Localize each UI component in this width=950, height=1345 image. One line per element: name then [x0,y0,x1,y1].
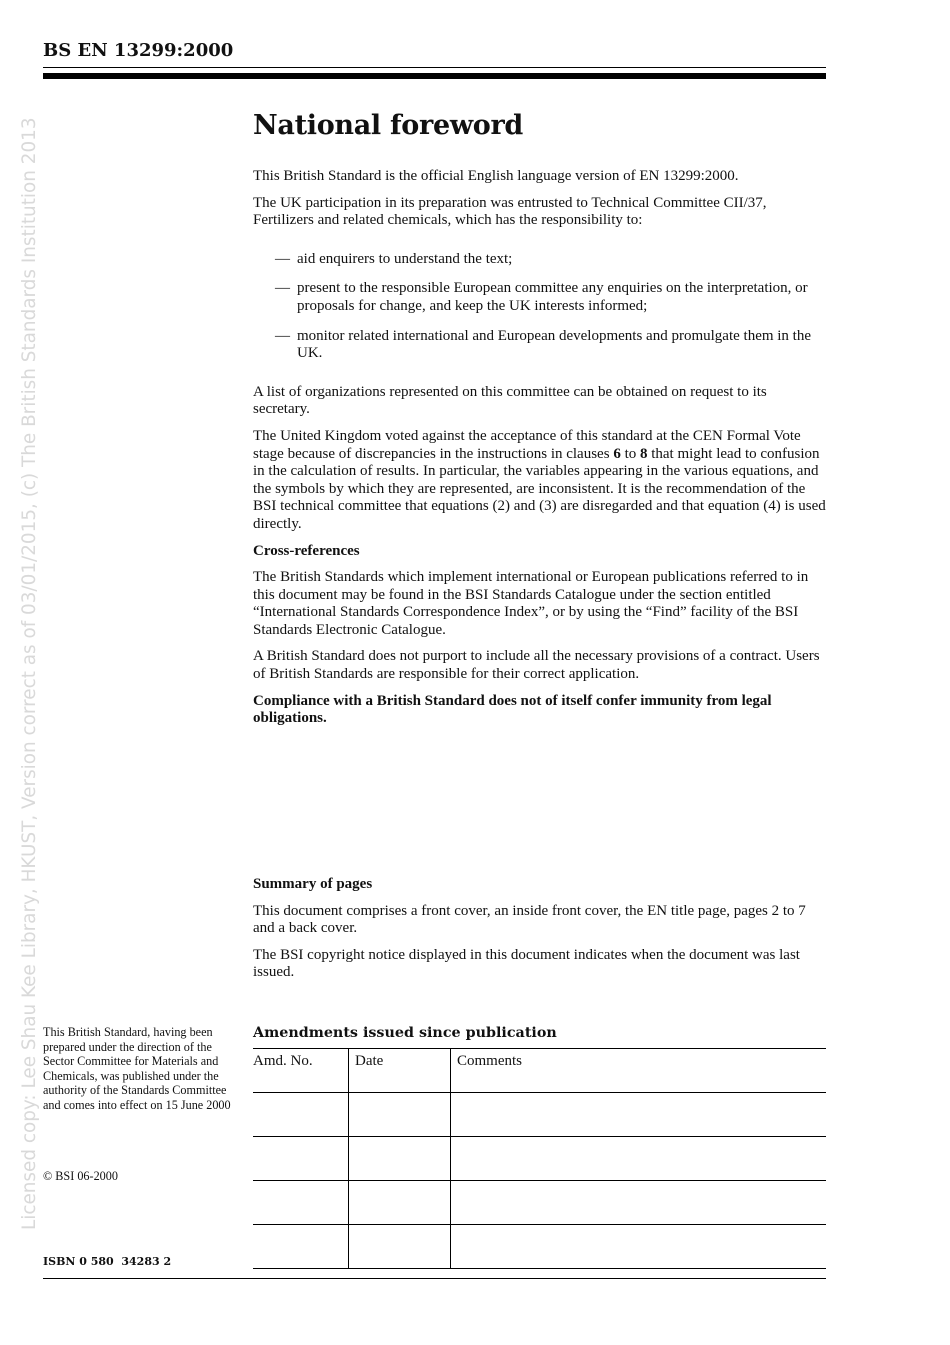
cross-references-heading: Cross-references [253,542,360,559]
list-dash: — [275,250,290,267]
table-row [253,1225,826,1269]
table-cell [253,1137,349,1181]
cross-references-paragraph: The British Standards which implement international or European publications referred to in this document may be found in the BSI Standards Catalogue under the section entitled “International Standards Correspondence Index”, or by using the “Find” facility of the BSI Standards Electronic Catalogue. [253,569,809,638]
vote-text-3: that might lead to confusion in the calculation of results. In particular, the variables appearing in the various equations, and the symbols by which they are represented, are inconsistent. It is the recommendation of the BSI technical committee that equations (2) and (3) are disregarded and that equation (4) is used directly. [253,445,826,532]
list-item-text: aid enquirers to understand the text; [297,250,513,267]
intro-paragraph: This British Standard is the official English language version of EN 13299:2000. [253,168,739,184]
summary-paragraph: This document comprises a front cover, an inside front cover, the EN title page, pages 2 to 7 and a back cover. [253,902,806,937]
list-item-text: present to the responsible European committee any enquiries on the interpretation, or proposals for change, and keep the UK interests informed; [297,280,808,314]
table-row [253,1137,826,1181]
summary-heading: Summary of pages [253,876,373,892]
amendments-title: Amendments issued since publication [253,1025,557,1041]
amendments-table [253,1048,826,1269]
clause-ref: 8 [639,445,648,462]
table-cell [349,1137,451,1181]
vote-text-1: The United Kingdom voted against the acceptance of this standard at the CEN Formal Vote stage because of discrepancies in the instructions in clauses [253,427,801,462]
contract-paragraph: A British Standard does not purport to include all the necessary provisions of a contract. Users of British Standards are responsible for their correct application. [253,648,820,683]
copyright-line: © BSI 06-2000 [43,1169,118,1183]
table-cell [349,1181,451,1225]
table-cell [451,1093,827,1137]
table-row [253,1093,826,1137]
responsibility-list [253,251,826,363]
table-cell [349,1093,451,1137]
column-header-amd-no: Amd. No. [253,1049,349,1093]
header-rule-thick [43,73,826,79]
table-cell [451,1225,827,1269]
table-header-row [253,1049,826,1093]
table-row [253,1181,826,1225]
table-cell [451,1137,827,1181]
clause-ref: 6 [613,445,621,462]
compliance-paragraph: Compliance with a British Standard does not of itself confer immunity from legal obligations. [253,692,772,727]
participation-paragraph: The UK participation in its preparation was entrusted to Technical Committee CII/37, Fertilizers and related chemicals, which has the responsibility to: [253,194,767,229]
copyright-notice-paragraph: The BSI copyright notice displayed in this document indicates when the document was last issued. [253,946,800,981]
page-title: National foreword [253,110,523,141]
column-header-comments: Comments [451,1049,827,1093]
organizations-paragraph: A list of organizations represented on this committee can be obtained on request to its secretary. [253,383,767,418]
table-cell [349,1225,451,1269]
list-item [253,251,826,269]
standard-number: BS EN 13299:2000 [43,40,234,61]
isbn: ISBN 0 580 34283 2 [43,1255,172,1268]
license-watermark: Licensed copy: Lee Shau Kee Library, HKUST, Version correct as of 03/01/2015, (c) The British Standards Institution 2013 [19,117,40,1230]
list-item [253,280,826,315]
footer-rule [43,1278,826,1279]
list-item [253,328,826,363]
vote-text-2: to [620,445,640,462]
national-foreword-section [253,104,826,737]
vote-paragraph [253,428,826,534]
list-dash: — [275,327,290,344]
table-cell [253,1181,349,1225]
table-cell [253,1093,349,1137]
summary-section [253,876,826,991]
header-rule-thin [43,67,826,68]
publication-note: This British Standard, having been prepared under the direction of the Sector Committee for Materials and Chemicals, was published under the authority of the Standards Committee and comes into effect on 15 June 2000 [43,1025,231,1112]
column-header-date: Date [349,1049,451,1093]
list-dash: — [275,280,290,297]
table-cell [253,1225,349,1269]
list-item-text: monitor related international and European developments and promulgate them in the UK. [297,327,812,362]
table-cell [451,1181,827,1225]
